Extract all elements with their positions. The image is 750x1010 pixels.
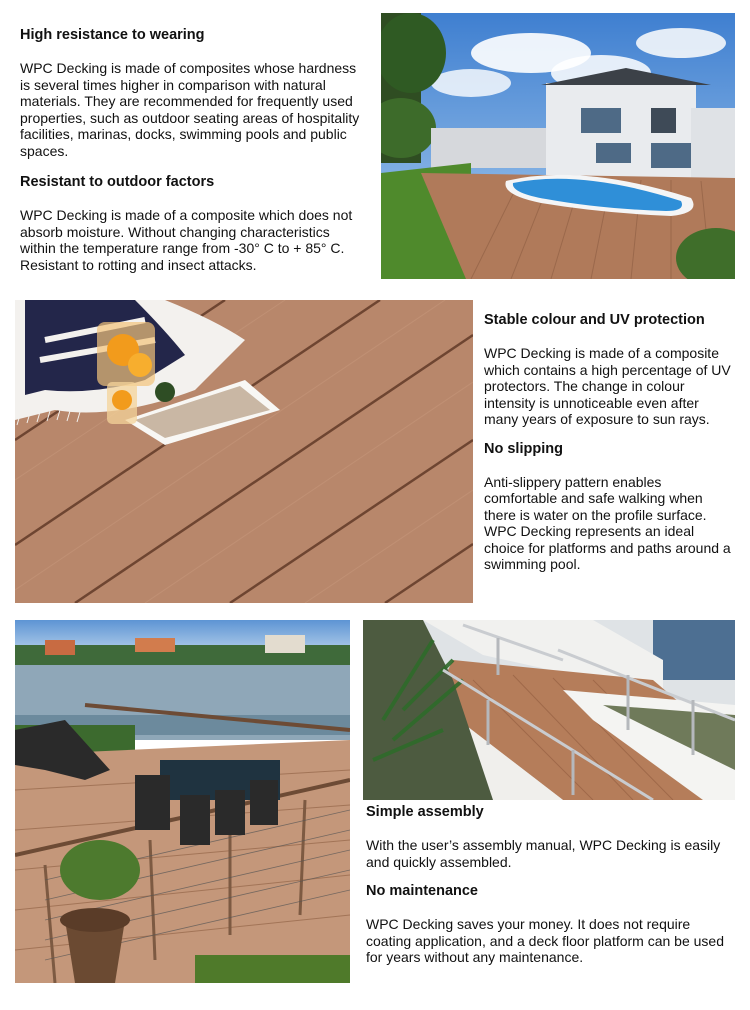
section-text-uv: WPC Decking is made of a composite which contains a high percentage of UV protectors. The change in colour intensity is unnoticeable even after many years of exposure to sun rays. <box>484 345 731 427</box>
section-text-slipping: Anti-slippery pattern enables comfortable and safe walking when there is water on the profile surface. WPC Decking represents an ideal choice for platforms and paths around a swimming pool. <box>484 473 731 572</box>
text-block-middle-right <box>484 311 734 585</box>
photo-house-pool <box>381 13 735 279</box>
section-heading-assembly: Simple assembly <box>366 804 484 820</box>
photo-waterfront-deck <box>15 620 350 983</box>
section-text-wearing: WPC Decking is made of composites whose hardness is several times higher in comparison with natural materials. They are recommended for frequently used properties, such as outdoor seating areas of hospitality facilities, marinas, docks, swimming pools and public spaces. <box>20 60 360 159</box>
text-block-top-left <box>20 26 362 285</box>
section-text-outdoor: WPC Decking is made of a composite which does not absorb moisture. Without changing characteristics within the temperature range from -30° C to + 85° C. Resistant to rotting and insect attacks. <box>20 207 353 273</box>
section-heading-slipping: No slipping <box>484 440 563 457</box>
section-heading-wearing: High resistance to wearing <box>20 27 205 43</box>
section-text-assembly: With the user’s assembly manual, WPC Decking is easily and quickly assembled. <box>366 837 721 870</box>
section-text-maintenance: WPC Decking saves your money. It does not require coating application, and a deck floor platform can be used for years without any maintenance. <box>366 916 725 965</box>
section-heading-uv: Stable colour and UV protection <box>484 312 705 328</box>
section-heading-maintenance: No maintenance <box>366 883 478 899</box>
section-heading-outdoor: Resistant to outdoor factors <box>20 174 215 190</box>
photo-ramp-railings <box>363 620 735 800</box>
text-block-bottom-right <box>366 803 734 978</box>
photo-deck-closeup <box>15 300 473 603</box>
